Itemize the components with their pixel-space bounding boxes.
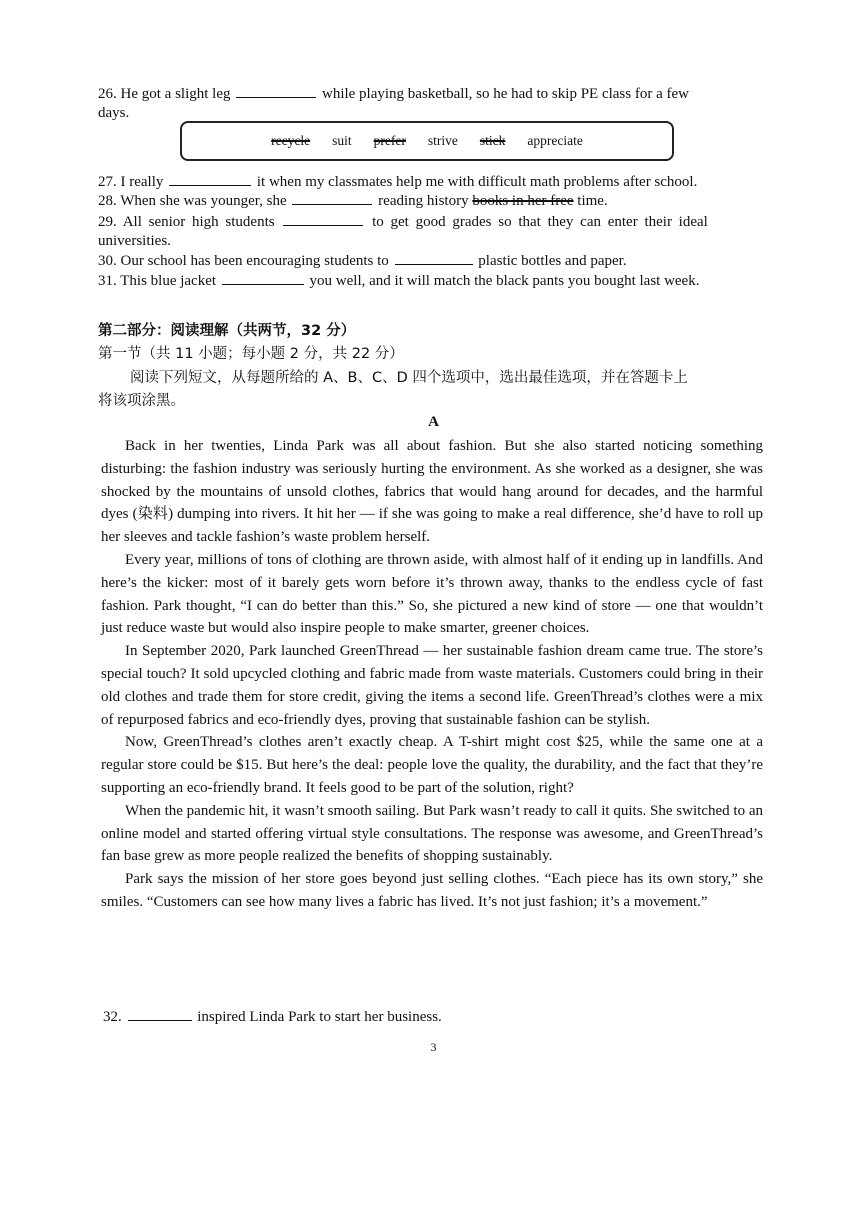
instructions-line-1: 阅读下列短文，从每题所给的 A、B、C、D 四个选项中，选出最佳选项，并在答题卡上 — [130, 370, 688, 386]
word-appreciate: appreciate — [527, 133, 583, 148]
part-two-title: 第二部分：阅读理解（共两节，32 分） — [98, 323, 356, 339]
question-29: 29. All senior high students to get good grades so that they can enter their ideal — [98, 211, 708, 232]
paragraph-2: Every year, millions of tons of clothing are thrown aside, with almost half of it ending up in landfills. And here’s the kicker: most of it barely gets worn before it’s thrown away, thanks to the endless cycle of fast fashion. Park thought, “I can do better than this.” So, she pictured a new kind of store — one that wouldn’t just reduce waste but would also inspire people to make smarter, greener choices. — [101, 551, 763, 637]
word-prefer: prefer — [373, 133, 406, 148]
answer-blank-26[interactable] — [236, 83, 316, 98]
answer-blank-31[interactable] — [222, 270, 304, 285]
instructions-line-2: 将该项涂黑。 — [98, 393, 185, 409]
paragraph-4: Now, GreenThread’s clothes aren’t exactly cheap. A T-shirt might cost $25, while the same one at a regular store could be $15. But here’s the deal: people love the quality, the durability, and the fact that they’re supporting an eco-friendly brand. It feels good to be part of the solution, right? — [101, 734, 763, 796]
passage-label: A — [428, 414, 439, 430]
answer-blank-32[interactable] — [128, 1006, 192, 1021]
question-27: 27. I really it when my classmates help me with difficult math problems after school. — [98, 171, 697, 192]
word-stick: stick — [479, 133, 506, 148]
passage-a — [101, 435, 763, 914]
question-32: 32. inspired Linda Park to start her business. — [103, 1006, 442, 1027]
answer-blank-30[interactable] — [395, 250, 473, 265]
answer-blank-27[interactable] — [169, 171, 251, 186]
word-recycle: recycle — [271, 133, 311, 148]
page-number: 3 — [430, 1040, 437, 1054]
word-suit: suit — [332, 133, 352, 148]
question-26: 26. He got a slight leg while playing basketball, so he had to skip PE class for a few — [98, 83, 689, 104]
answer-blank-28[interactable] — [292, 190, 372, 205]
question-28: 28. When she was younger, she reading history books in her free time. — [98, 190, 608, 211]
paragraph-3: In September 2020, Park launched GreenThread — her sustainable fashion dream came true. The store’s special touch? It sold upcycled clothing and fabric made from waste materials. Customers could bring in their old clothes and trade them for store credit, giving the items a second life. GreenThread’s clothes were a mix of repurposed fabrics and eco-friendly dyes, proving that sustainable fashion can be stylish. — [101, 643, 763, 728]
question-30: 30. Our school has been encouraging students to plastic bottles and paper. — [98, 250, 627, 271]
question-26-continued: days. — [98, 105, 130, 121]
section-one-subtitle: 第一节（共 11 小题；每小题 2 分，共 22 分） — [98, 346, 404, 362]
answer-blank-29[interactable] — [283, 211, 363, 226]
word-strive: strive — [427, 133, 458, 148]
paragraph-6: Park says the mission of her store goes beyond just selling clothes. “Each piece has its own story,” she smiles. “Customers can see how many lives a fabric has lived. It’s not just fashion; it’s a movement.” — [101, 871, 763, 910]
question-29-continued: universities. — [98, 233, 171, 249]
question-31: 31. This blue jacket you well, and it will match the black pants you bought last week. — [98, 270, 699, 291]
paragraph-1: Back in her twenties, Linda Park was all about fashion. But she also started noticing something disturbing: the fashion industry was seriously hurting the environment. As she worked as a designer, she was shocked by the mountains of unsold clothes, fabrics that would hang around for decades, and the harmful dyes (染料) dumping into rivers. It hit her — if she was going to make a real difference, she’d have to roll up her sleeves and tackle fashion’s waste problem herself. — [101, 438, 763, 546]
paragraph-5: When the pandemic hit, it wasn’t smooth sailing. But Park wasn’t ready to call it quits. She switched to an online model and started offering virtual style consultations. The response was awesome, and GreenThread’s fan base grew as more people realized the benefits of shopping sustainably. — [101, 802, 763, 865]
word-bank-box — [180, 121, 674, 161]
